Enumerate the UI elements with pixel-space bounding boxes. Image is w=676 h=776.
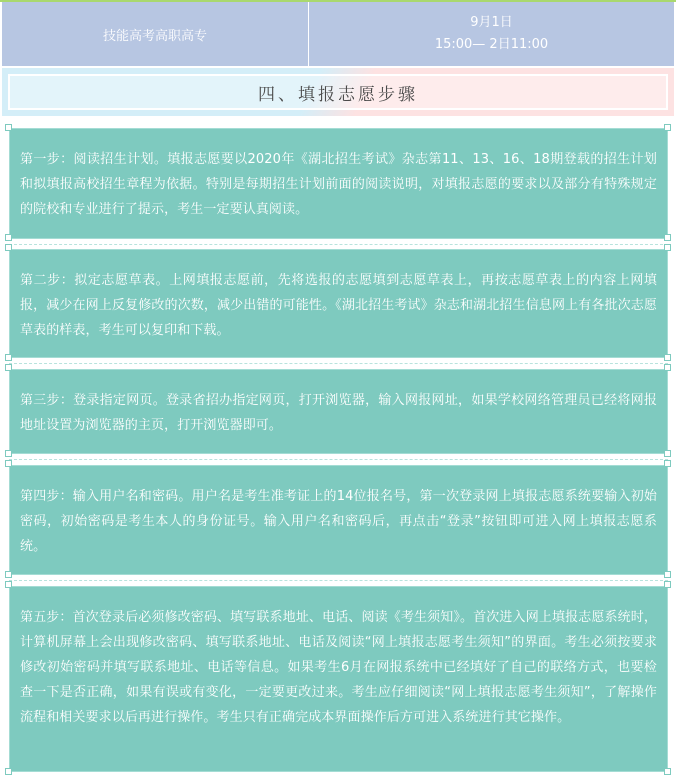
schedule-category: 技能高考高职高专 bbox=[102, 28, 207, 44]
schedule-time-cell bbox=[309, 2, 675, 66]
step-text-4: 第四步：输入用户名和密码。用户名是考生准考证上的14位报名号，第一次登录网上填报志愿系统要输入初始密码，初始密码是考生本人的身份证号。输入用户名和密码后，再点击“登录”按钮即可进入网上填报志愿系统。 bbox=[20, 489, 657, 554]
corner-handle bbox=[664, 460, 671, 467]
step-card-2 bbox=[9, 249, 668, 358]
corner-handle bbox=[5, 581, 12, 588]
corner-handle bbox=[5, 768, 12, 775]
corner-handle bbox=[5, 124, 12, 131]
step-divider bbox=[9, 244, 668, 245]
corner-handle bbox=[664, 234, 671, 241]
section-heading-box bbox=[10, 76, 666, 108]
corner-handle bbox=[664, 244, 671, 251]
step-text-2: 第二步：拟定志愿草表。上网填报志愿前，先将选报的志愿填到志愿草表上，再按志愿草表上的内容上网填报，减少在网上反复修改的次数，减少出错的可能性。《湖北招生考试》杂志和湖北招生信息网上有各批次志愿草表的样表，考生可以复印和下载。 bbox=[20, 273, 657, 338]
corner-handle bbox=[5, 364, 12, 371]
corner-handle bbox=[5, 460, 12, 467]
step-divider bbox=[9, 580, 668, 581]
step-divider bbox=[9, 363, 668, 364]
section-heading-band bbox=[2, 68, 674, 116]
corner-handle bbox=[664, 581, 671, 588]
corner-handle bbox=[664, 571, 671, 578]
corner-handle bbox=[664, 124, 671, 131]
schedule-date: 9月1日 bbox=[470, 15, 513, 30]
section-title: 四、填报志愿步骤 bbox=[258, 84, 418, 105]
corner-handle bbox=[5, 244, 12, 251]
step-text-5: 第五步：首次登录后必须修改密码、填写联系地址、电话、阅读《考生须知》。首次进入网上填报志愿系统时，计算机屏幕上会出现修改密码、填写联系地址、电话及阅读“网上填报志愿考生须知”的界面。考生必须按要求修改初始密码并填写联系地址、电话等信息。如果考生6月在网报系统中已经填好了自己的联络方式，也要检查一下是否正确，如果有误或有变化，一定要更改过来。考生应仔细阅读“网上填报志愿考生须知”，了解操作流程和相关要求以后再进行操作。考生只有正确完成本界面操作后方可进入系统进行其它操作。 bbox=[20, 610, 657, 725]
step-card-5 bbox=[9, 586, 668, 772]
corner-handle bbox=[664, 364, 671, 371]
corner-handle bbox=[664, 354, 671, 361]
step-divider bbox=[9, 459, 668, 460]
step-card-4 bbox=[9, 465, 668, 575]
schedule-row bbox=[2, 2, 674, 66]
step-card-1 bbox=[9, 128, 668, 239]
step-text-1: 第一步：阅读招生计划。填报志愿要以2020年《湖北招生考试》杂志第11、13、16、18期登载的招生计划和拟填报高校招生章程为依据。特别是每期招生计划前面的阅读说明，对填报志愿的要求以及部分有特殊规定的院校和专业进行了提示，考生一定要认真阅读。 bbox=[20, 152, 657, 217]
corner-handle bbox=[664, 450, 671, 457]
step-text-3: 第三步：登录指定网页。登录省招办指定网页，打开浏览器，输入网报网址，如果学校网络管理员已经将网报地址设置为浏览器的主页，打开浏览器即可。 bbox=[20, 393, 657, 433]
schedule-table bbox=[2, 2, 674, 66]
schedule-time-range: 15:00— 2日11:00 bbox=[434, 37, 549, 52]
corner-handle bbox=[5, 450, 12, 457]
schedule-category-cell bbox=[2, 2, 309, 66]
corner-handle bbox=[664, 768, 671, 775]
corner-handle bbox=[5, 234, 12, 241]
corner-handle bbox=[5, 571, 12, 578]
step-card-3 bbox=[9, 369, 668, 454]
corner-handle bbox=[5, 354, 12, 361]
